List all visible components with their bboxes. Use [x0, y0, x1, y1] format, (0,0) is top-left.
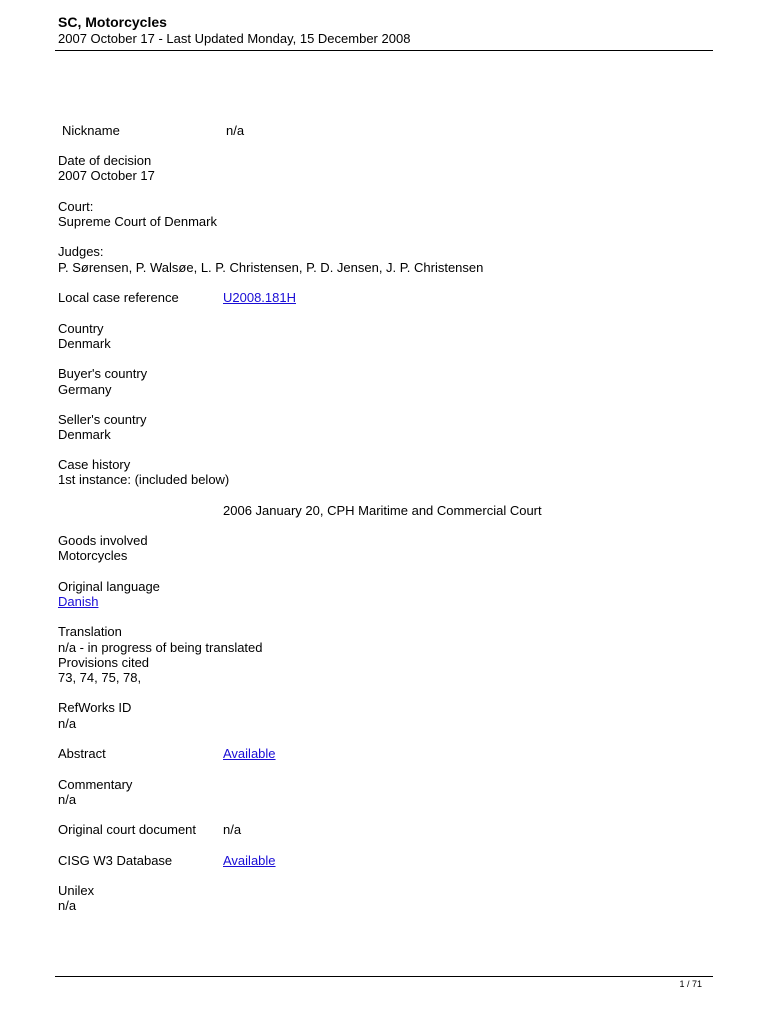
original-document-label: Original court document [58, 822, 197, 837]
header-divider [55, 50, 713, 51]
case-history-detail: 2006 January 20, CPH Maritime and Commercial Court [223, 503, 542, 518]
page-number: 1 / 71 [679, 979, 702, 989]
country-label: Country [58, 321, 104, 336]
goods-value: Motorcycles [58, 548, 128, 563]
goods-label: Goods involved [58, 533, 148, 548]
date-label: Date of decision [58, 153, 152, 168]
cisg-label: CISG W3 Database [58, 853, 173, 868]
refworks-value: n/a [58, 716, 77, 731]
commentary-value: n/a [58, 792, 77, 807]
footer-divider [55, 976, 713, 977]
local-ref-link[interactable]: U2008.181H [223, 290, 296, 305]
abstract-label: Abstract [58, 746, 106, 761]
language-label: Original language [58, 579, 160, 594]
translation-label: Translation [58, 624, 122, 639]
date-value: 2007 October 17 [58, 168, 155, 183]
court-value: Supreme Court of Denmark [58, 214, 217, 229]
cisg-link[interactable]: Available [223, 853, 276, 868]
document-subtitle: 2007 October 17 - Last Updated Monday, 15 December 2008 [58, 31, 411, 46]
seller-country-label: Seller's country [58, 412, 147, 427]
abstract-link[interactable]: Available [223, 746, 276, 761]
language-link[interactable]: Danish [58, 594, 99, 609]
judges-label: Judges: [58, 244, 104, 259]
judges-value: P. Sørensen, P. Walsøe, L. P. Christensen, P. D. Jensen, J. P. Christensen [58, 260, 484, 275]
nickname-label: Nickname [62, 123, 120, 138]
case-history-value: 1st instance: (included below) [58, 472, 230, 487]
unilex-value: n/a [58, 898, 77, 913]
case-history-label: Case history [58, 457, 131, 472]
buyer-country-label: Buyer's country [58, 366, 148, 381]
provisions-value: 73, 74, 75, 78, [58, 670, 142, 685]
seller-country-value: Denmark [58, 427, 111, 442]
provisions-label: Provisions cited [58, 655, 150, 670]
translation-value: n/a - in progress of being translated [58, 640, 263, 655]
nickname-value: n/a [226, 123, 245, 138]
commentary-label: Commentary [58, 777, 133, 792]
buyer-country-value: Germany [58, 382, 112, 397]
local-ref-label: Local case reference [58, 290, 179, 305]
court-label: Court: [58, 199, 94, 214]
original-document-value: n/a [223, 822, 242, 837]
document-title: SC, Motorcycles [58, 14, 167, 30]
refworks-label: RefWorks ID [58, 700, 132, 715]
country-value: Denmark [58, 336, 111, 351]
unilex-label: Unilex [58, 883, 95, 898]
